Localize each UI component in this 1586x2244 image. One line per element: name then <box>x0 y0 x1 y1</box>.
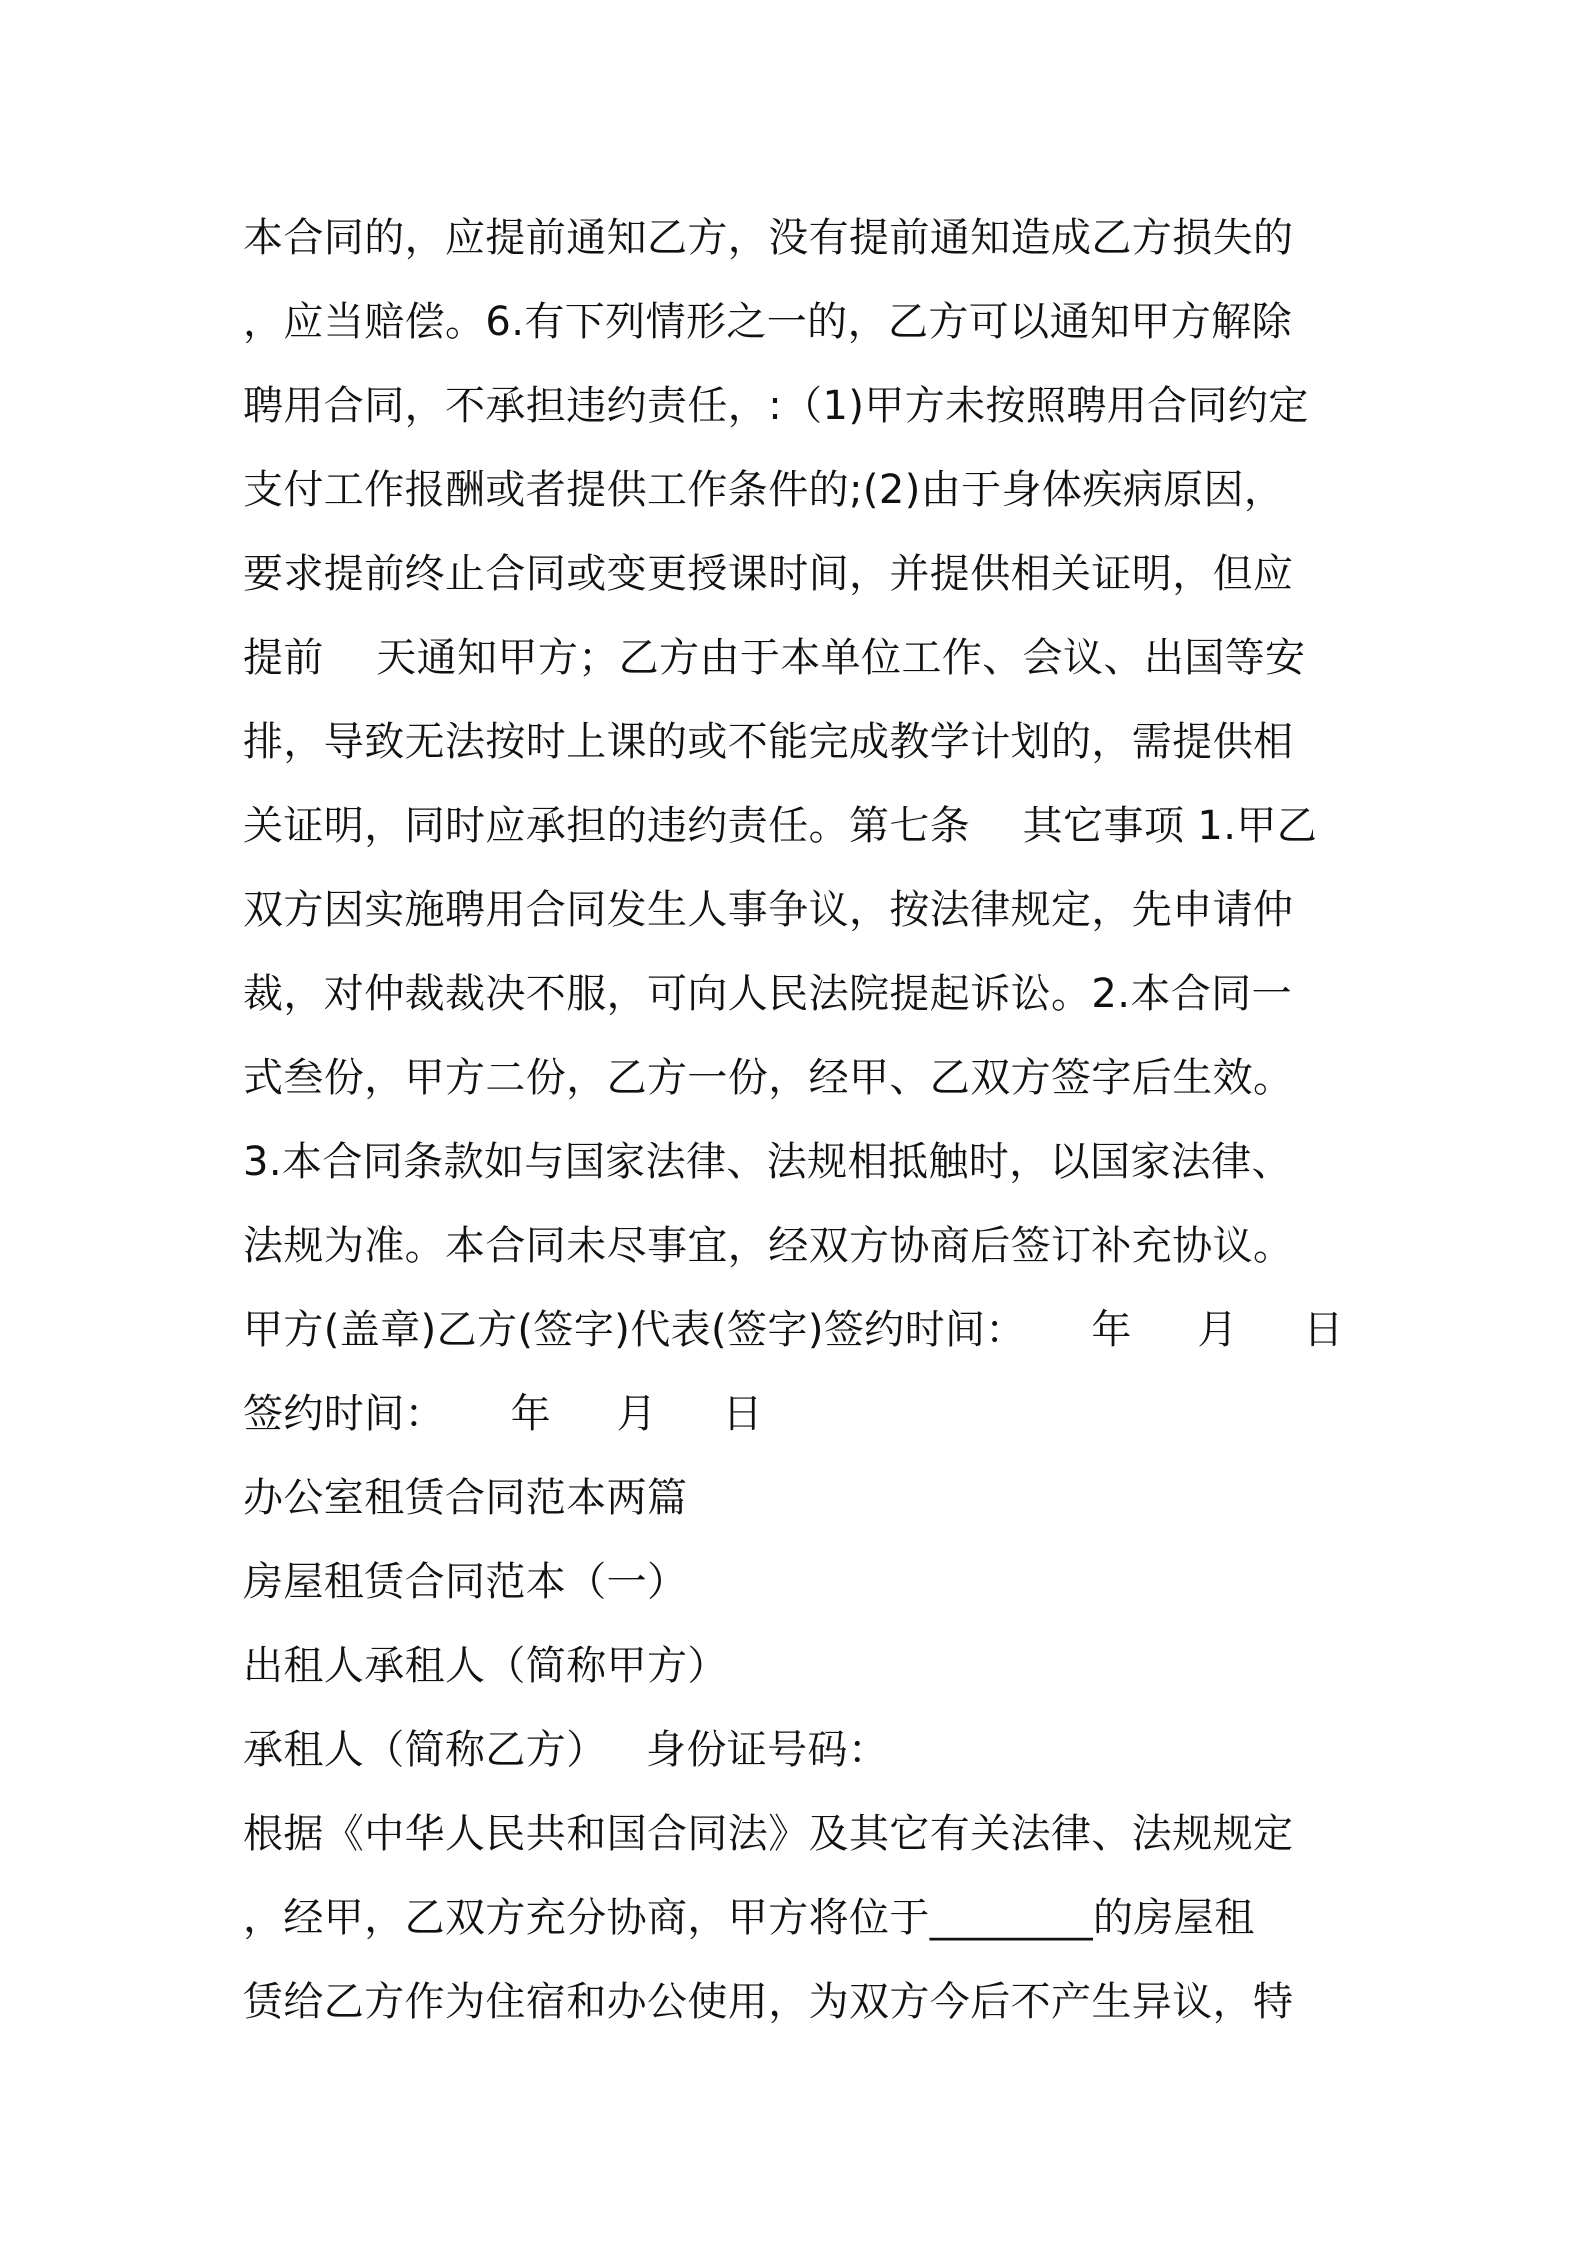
text-line: 本合同的，应提前通知乙方，没有提前通知造成乙方损失的 <box>243 215 1294 261</box>
text-line: 根据《中华人民共和国合同法》及其它有关法律、法规规定 <box>243 1811 1294 1857</box>
party-b-line: 承租人（简称乙方） 身份证号码： <box>243 1727 889 1773</box>
text-line: 排，导致无法按时上课的或不能完成教学计划的，需提供相 <box>243 719 1294 765</box>
text-line: ，应当赔偿。6.有下列情形之一的，乙方可以通知甲方解除 <box>243 299 1292 345</box>
text-line: 双方因实施聘用合同发生人事争议，按法律规定，先申请仲 <box>243 887 1294 933</box>
text-line: 式叁份，甲方二份，乙方一份，经甲、乙双方签字后生效。 <box>243 1055 1294 1101</box>
text-line: 聘用合同，不承担违约责任，:（1)甲方未按照聘用合同约定 <box>243 383 1309 429</box>
text-line: ，经甲，乙双方充分协商，甲方将位于________的房屋租 <box>243 1895 1255 1941</box>
section-title: 办公室租赁合同范本两篇 <box>243 1475 688 1521</box>
signature-line: 甲方(盖章)乙方(签字)代表(签字)签约时间： 年 月 日 <box>243 1307 1344 1353</box>
text-line: 提前 天通知甲方；乙方由于本单位工作、会议、出国等安 <box>243 635 1306 681</box>
subsection-title: 房屋租赁合同范本（一） <box>243 1559 688 1605</box>
document-body <box>243 196 1363 2044</box>
text-line: 支付工作报酬或者提供工作条件的;(2)由于身体疾病原因， <box>243 467 1285 513</box>
text-line: 要求提前终止合同或变更授课时间，并提供相关证明，但应 <box>243 551 1294 597</box>
text-line: 3.本合同条款如与国家法律、法规相抵触时，以国家法律、 <box>243 1139 1292 1185</box>
party-a-line: 出租人承租人（简称甲方） <box>243 1643 728 1689</box>
text-line: 赁给乙方作为住宿和办公使用，为双方今后不产生异议，特 <box>243 1979 1294 2025</box>
text-line: 法规为准。本合同未尽事宜，经双方协商后签订补充协议。 <box>243 1223 1294 1269</box>
signature-date-line: 签约时间： 年 月 日 <box>243 1391 763 1437</box>
text-line: 关证明，同时应承担的违约责任。第七条 其它事项 1.甲乙 <box>243 803 1318 849</box>
text-line: 裁，对仲裁裁决不服，可向人民法院提起诉讼。2.本合同一 <box>243 971 1292 1017</box>
